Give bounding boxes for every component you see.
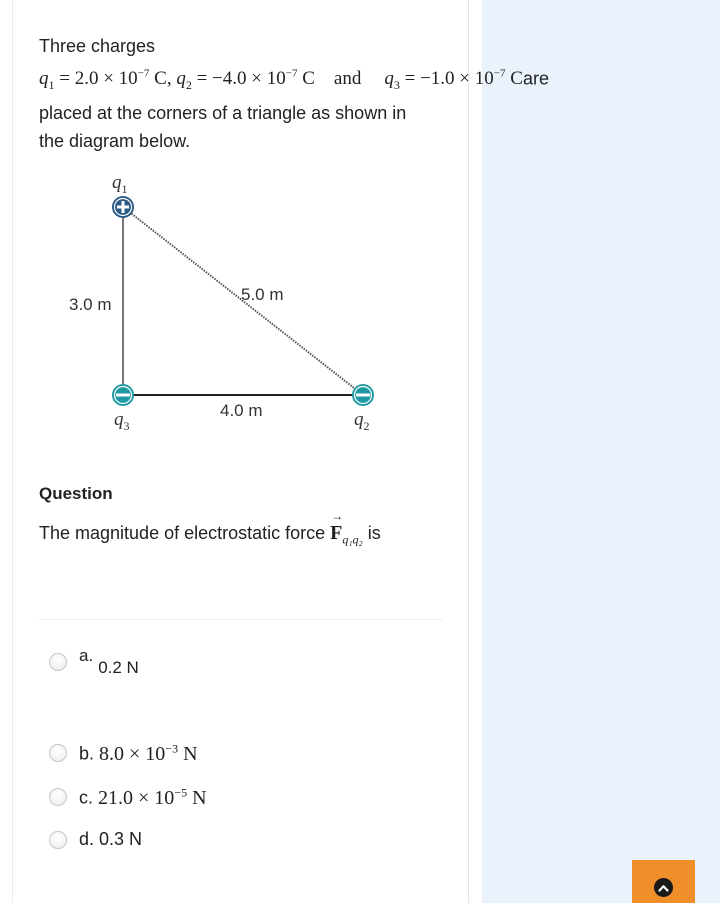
triangle-diagram <box>60 165 400 445</box>
option-d[interactable] <box>49 829 142 850</box>
label-q1: $q_1$ <box>112 172 128 196</box>
label-q3: $q_3$ <box>114 409 130 433</box>
label-side-hypotenuse: 5.0 m <box>241 285 284 304</box>
charge-q1-plus-icon <box>112 196 134 218</box>
force-vector: → F <box>330 509 344 544</box>
q3-expression: $q_3 = -1.0 \times 10^{-7}$ C <box>384 68 523 93</box>
option-c-text: c. $21.0 \times 10^{-5}$ N <box>79 785 207 809</box>
label-side-vertical: 3.0 m <box>69 295 112 314</box>
option-b-text: b. $8.0 \times 10^{-3}$ N <box>79 741 198 765</box>
charge-q2-minus-icon <box>352 384 374 406</box>
radio-option-c[interactable] <box>49 788 67 806</box>
question-text: The magnitude of electrostatic force → $F_{q_1q_2}$ is <box>39 509 381 547</box>
option-b[interactable] <box>49 741 198 766</box>
question-intro <box>39 32 720 155</box>
radio-option-d[interactable] <box>49 831 67 849</box>
charge-q3-minus-icon <box>112 384 134 406</box>
option-a-letter: a. <box>79 646 94 665</box>
q1-expression: $q_1 = 2.0 \times 10^{-7}$ C, <box>39 68 177 93</box>
option-c[interactable] <box>49 785 207 810</box>
intro-line-1: Three charges <box>39 36 156 56</box>
content-left-border <box>12 0 13 903</box>
q2-expression: $q_2 = -4.0 \times 10^{-7}$ C <box>176 68 315 93</box>
scroll-to-top-button[interactable] <box>632 860 695 903</box>
option-d-text: d. 0.3 N <box>79 829 143 849</box>
intro-line-2 <box>39 60 720 99</box>
option-a-value: 0.2 N <box>98 658 139 677</box>
intro-line-4: the diagram below. <box>39 131 191 152</box>
label-side-horizontal: 4.0 m <box>220 401 263 420</box>
divider <box>39 619 443 620</box>
radio-option-b[interactable] <box>49 744 67 762</box>
intro-line-3: placed at the corners of a triangle as shown in <box>39 103 407 124</box>
are-word: are <box>522 68 549 89</box>
option-a[interactable] <box>49 646 139 677</box>
radio-option-a[interactable] <box>49 653 67 671</box>
question-heading: Question <box>39 484 113 503</box>
label-q2: $q_2$ <box>354 409 370 433</box>
and-word: and <box>333 68 362 90</box>
chevron-up-icon <box>654 878 673 897</box>
